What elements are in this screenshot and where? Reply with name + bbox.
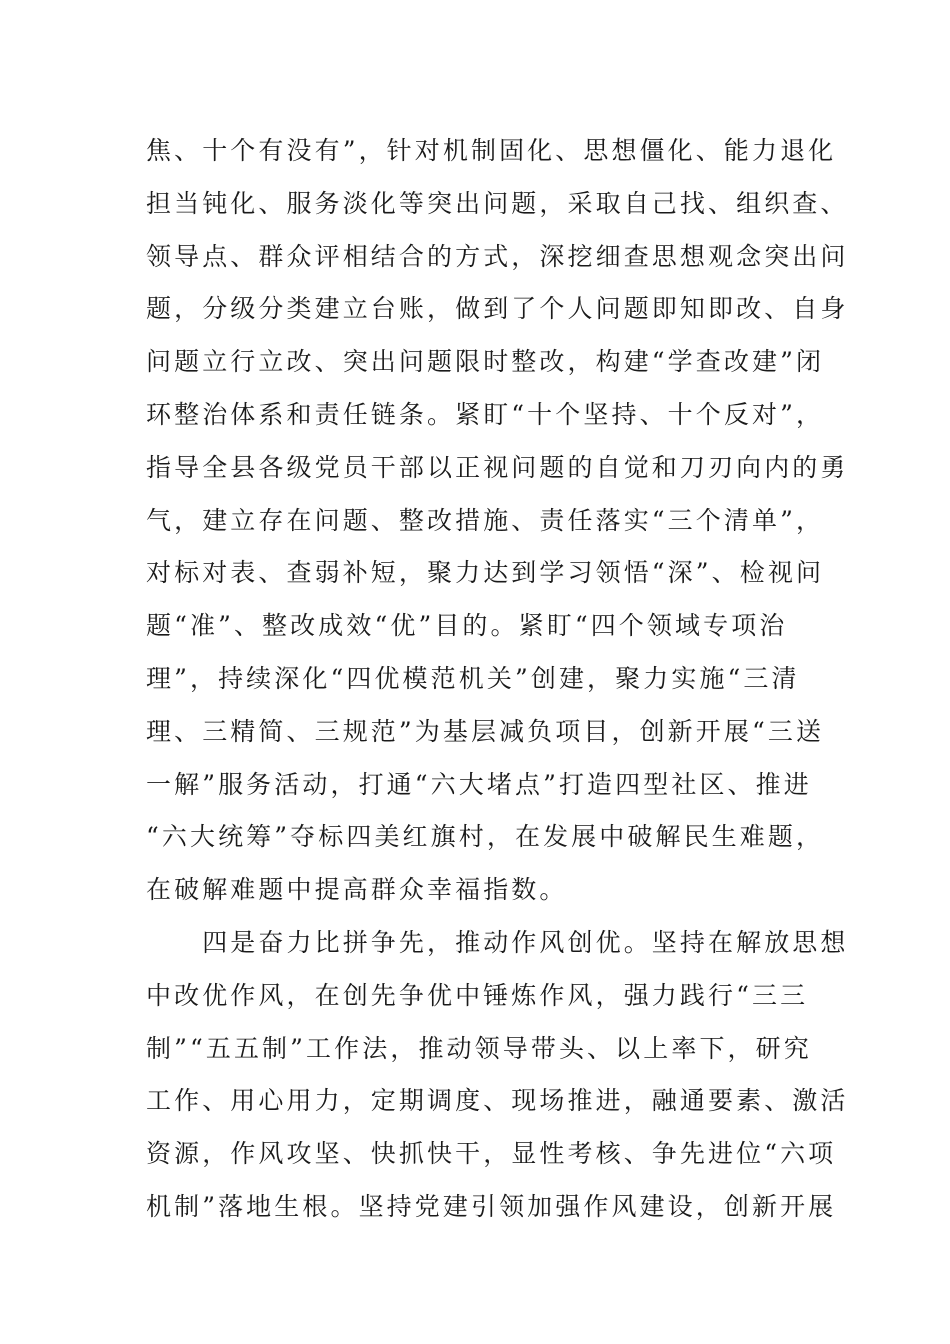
text-line: 指导全县各级党员干部以正视问题的自觉和刀刃向内的勇 bbox=[146, 452, 849, 482]
text-line: “六大统筹”夺标四美红旗村，在发展中破解民生难题， bbox=[146, 822, 825, 852]
text-line: 一解”服务活动，打通“六大堵点”打造四型社区、推进 bbox=[146, 769, 812, 799]
paragraph-four bbox=[146, 917, 849, 1234]
text-line: 在破解难题中提高群众幸福指数。 bbox=[146, 875, 568, 905]
text-line: 工作、用心用力，定期调度、现场推进，融通要素、激活 bbox=[146, 1086, 849, 1116]
text-line: 对标对表、查弱补短，聚力达到学习领悟“深”、检视问 bbox=[146, 558, 825, 588]
paragraph-continued bbox=[146, 125, 849, 917]
text-line: 理”，持续深化“四优模范机关”创建，聚力实施“三清 bbox=[146, 663, 800, 693]
text-line: 领导点、群众评相结合的方式，深挖细查思想观念突出问 bbox=[146, 241, 849, 271]
text-line: 中改优作风，在创先争优中锤炼作风，强力践行“三三 bbox=[146, 980, 809, 1010]
text-line: 问题立行立改、突出问题限时整改，构建“学查改建”闭 bbox=[146, 347, 825, 377]
text-line: 机制”落地生根。坚持党建引领加强作风建设，创新开展 bbox=[146, 1191, 837, 1221]
text-line: 资源，作风攻坚、快抓快干，显性考核、争先进位“六项 bbox=[146, 1139, 837, 1169]
text-line: 环整治体系和责任链条。紧盯“十个坚持、十个反对”， bbox=[146, 399, 825, 429]
text-line: 理、三精简、三规范”为基层减负项目，创新开展“三送 bbox=[146, 716, 825, 746]
text-line: 题，分级分类建立台账，做到了个人问题即知即改、自身 bbox=[146, 294, 849, 324]
text-line: 气，建立存在问题、整改措施、责任落实“三个清单”， bbox=[146, 505, 825, 535]
text-line: 四是奋力比拼争先，推动作风创优。坚持在解放思想 bbox=[146, 928, 849, 957]
text-line: 制”“五五制”工作法，推动领导带头、以上率下，研究 bbox=[146, 1033, 812, 1063]
text-line: 担当钝化、服务淡化等突出问题，采取自己找、组织查、 bbox=[146, 188, 849, 218]
text-line: 题“准”、整改成效“优”目的。紧盯“四个领域专项治 bbox=[146, 611, 788, 641]
text-line: 焦、十个有没有”，针对机制固化、思想僵化、能力退化 bbox=[146, 136, 837, 165]
